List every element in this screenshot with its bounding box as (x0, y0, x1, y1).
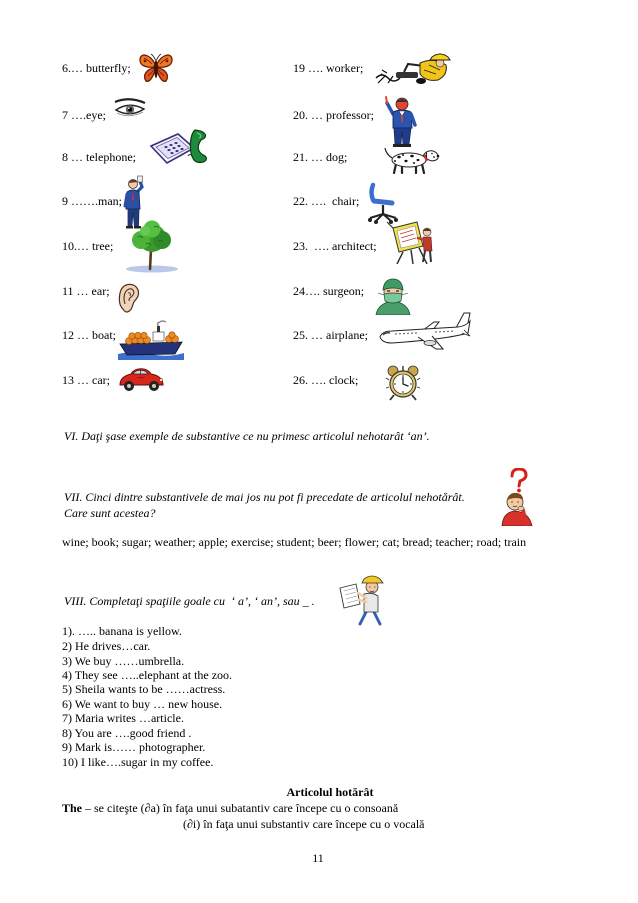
telephone-icon (148, 128, 210, 166)
definite-article-rule-vowel: (∂i) în faţa unui substantiv care începe cu o vocală (183, 817, 425, 831)
car-icon (117, 365, 165, 393)
ear-icon (117, 281, 141, 313)
man-with-paper-icon (338, 574, 388, 626)
noun-item-label: 7 ….eye; (62, 108, 106, 122)
tree-icon (124, 219, 180, 273)
section-viii-instruction: VIII. Completaţi spaţiile goale cu ‘ a’, ‘ an’, sau _ . (64, 594, 315, 608)
noun-item-label: 10.… tree; (62, 239, 114, 253)
noun-word-list: wine; book; sugar; weather; apple; exercise; student; beer; flower; cat; bread; teacher; road; train (62, 535, 527, 549)
exercise-sentence: 4) They see …..elephant at the zoo. (62, 668, 233, 682)
section-vi-instruction: VI. Daţi şase exemple de substantive ce nu primesc articolul nehotarât ‘an’. (64, 429, 430, 443)
exercise-sentence: 1). ….. banana is yellow. (62, 624, 182, 638)
noun-item-label: 23. …. architect; (293, 239, 377, 253)
exercise-sentence: 3) We buy ……umbrella. (62, 654, 185, 668)
definite-article-term: The (62, 801, 83, 815)
professor-icon (384, 94, 420, 148)
worker-icon (374, 52, 454, 88)
page-number: 11 (312, 851, 324, 865)
exercise-sentence: 2) He drives…car. (62, 639, 151, 653)
architect-icon (383, 220, 435, 264)
noun-item-label: 25. … airplane; (293, 328, 368, 342)
noun-item-label: 13 … car; (62, 373, 110, 387)
eye-icon (113, 97, 147, 119)
exercise-sentence: 8) You are ….good friend . (62, 726, 192, 740)
noun-item-label: 9 …….man; (62, 194, 122, 208)
noun-item-label: 12 … boat; (62, 328, 116, 342)
noun-item-label: 21. … dog; (293, 150, 348, 164)
noun-item-label: 22. …. chair; (293, 194, 360, 208)
exercise-sentence: 10) I like….sugar in my coffee. (62, 755, 214, 769)
noun-item-label: 24…. surgeon; (293, 284, 365, 298)
exercise-sentence: 5) Sheila wants to be ……actress. (62, 682, 226, 696)
butterfly-icon (138, 52, 174, 84)
definite-article-rule-consonant (62, 801, 398, 815)
boat-icon (117, 320, 185, 360)
exercise-sentence: 6) We want to buy … new house. (62, 697, 223, 711)
thinking-person-icon (497, 468, 537, 526)
airplane-icon (378, 311, 472, 351)
chair-icon (366, 182, 400, 224)
noun-item-label: 11 … ear; (62, 284, 110, 298)
exercise-sentence: 9) Mark is…… photographer. (62, 740, 206, 754)
dog-icon (383, 144, 441, 174)
clock-icon (384, 364, 422, 402)
surgeon-icon (374, 277, 412, 315)
noun-item-label: 6.… butterfly; (62, 61, 131, 75)
noun-item-label: 20. … professor; (293, 108, 374, 122)
section-vii-instruction: VII. Cinci dintre substantivele de mai jos nu pot fi precedate de articolul nehotărât. (64, 490, 465, 504)
definite-article-heading: Articolul hotărât (286, 785, 374, 799)
noun-item-label: 26. …. clock; (293, 373, 359, 387)
noun-item-label: 19 …. worker; (293, 61, 364, 75)
exercise-sentence: 7) Maria writes …article. (62, 711, 184, 725)
section-vii-question: Care sunt acestea? (64, 506, 156, 520)
rule-consonant-text: – se citeşte (∂a) în faţa unui subatantiv care începe cu o consoană (82, 801, 399, 815)
noun-item-label: 8 … telephone; (62, 150, 136, 164)
